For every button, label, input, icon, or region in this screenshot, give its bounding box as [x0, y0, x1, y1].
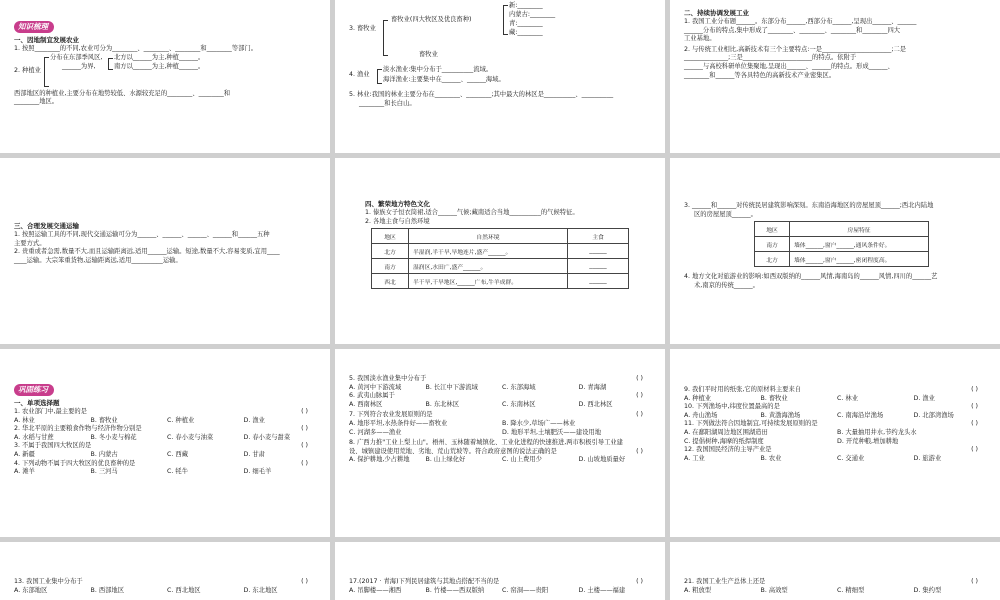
options-row [684, 429, 990, 438]
text-line: 1. 我国工业分布题______。东部分布______,西部分布______,呈现出______、______ [684, 18, 917, 25]
option[interactable]: D. 土楼——福建 [578, 586, 626, 594]
table-cell: 墙体______,窗户______,密闭程度高。 [790, 252, 929, 267]
table-cell: 半湿润,半干旱,旱地连片,盛产______。 [409, 244, 568, 259]
text-line: 淡水渔业:集中分布于__________流域。 [383, 66, 493, 73]
table-header: 自然环境 [409, 229, 568, 244]
question: 11. 下列做法符合因地制宜,可持续发展原则的是 ( ) [684, 420, 978, 428]
question: 17.(2017 · 青海)下列民居建筑与其地点搭配不当的是 ( ) [349, 578, 643, 585]
housing-table [754, 221, 929, 267]
answer-paren[interactable]: ( ) [301, 408, 308, 415]
slide-practice-1 [0, 349, 330, 537]
answer-paren[interactable]: ( ) [971, 420, 978, 428]
text-line: 4. 地方文化对旅游业的影响:如西双版纳的______风情,海南岛的______风情,四川的______艺 [684, 273, 938, 281]
option[interactable]: C. 东部海域 [502, 383, 536, 391]
option[interactable]: A. 地形平坦,水热条件好——畜牧业 [349, 419, 448, 427]
option[interactable]: A. 黄河中下游流域 [349, 383, 402, 391]
text-line: 2. 贵重或者急需,数量不大,而且运输距离远,适用______运输。短途,数量不大,容易变质,宜用____ [14, 248, 280, 256]
option[interactable]: B. 竹楼——西双版纳 [425, 586, 485, 594]
slide-practice-6 [670, 542, 1000, 600]
text-line: 工业基地。 [684, 35, 716, 43]
text-line: 4. 渔业 [349, 71, 370, 78]
option[interactable]: D. 山坡地质量好 [578, 456, 626, 464]
option[interactable]: B. 畜牧业 [760, 394, 788, 402]
text-line: 主要方式。 [14, 239, 46, 247]
question: 9. 我们平时用的纸张,它的原材料主要来自 ( ) [684, 386, 978, 393]
options-row [14, 587, 320, 596]
option[interactable]: B. 内蒙古 [90, 450, 118, 458]
table-cell: 北方 [755, 252, 790, 267]
text-line: 分布在东部季风区, [50, 53, 103, 61]
practice-badge: 巩固练习 [14, 384, 54, 396]
answer-paren[interactable]: ( ) [971, 446, 978, 454]
bracket [377, 69, 382, 84]
option[interactable]: B. 黄渤海渔场 [760, 411, 801, 419]
text-line: 2. 与传统工业相比,高新技术有三个主要特点:一是______________________;二是 [684, 45, 907, 53]
option[interactable]: C. 提倡树种,海摩的纸捍制度 [684, 437, 764, 445]
option[interactable]: C. 东南林区 [502, 400, 536, 408]
answer-paren[interactable]: ( ) [636, 392, 643, 400]
text-line: ________和长白山。 [359, 99, 416, 107]
table-cell: ______ [568, 244, 629, 259]
text-line: 1. 按照________的不同,农业可分为________、________、________和________等部门。 [14, 45, 257, 52]
answer-paren[interactable]: ( ) [301, 425, 308, 433]
text-line: 3. 畜牧业 [349, 25, 376, 32]
options-row [684, 587, 990, 596]
table-cell: 北方 [372, 244, 409, 259]
text-line: 区的房屋屋顶______。 [694, 210, 757, 218]
answer-paren[interactable]: ( ) [636, 375, 643, 382]
table-cell: 湿润区,水田广,盛产______。 [409, 259, 568, 274]
option[interactable]: B. 三河马 [90, 468, 118, 476]
options-row [349, 401, 655, 410]
option[interactable]: B. 东北林区 [425, 400, 460, 408]
section-heading: 三、合理发展交通运输 [14, 222, 79, 230]
slide-practice-3 [670, 349, 1000, 537]
options-row [349, 384, 655, 393]
option[interactable]: D. 开荒种粮,增加耕地 [837, 437, 899, 445]
slide-knowledge-4 [0, 158, 330, 344]
option[interactable]: B. 西部地区 [90, 586, 125, 594]
table-cell: ______ [568, 259, 629, 274]
question: 设、城镇建设使用荒地、劣地、荒山荒坡等。符合政府意图的说法正确的是 ( ) [349, 447, 643, 455]
knowledge-badge: 知识梳理 [14, 21, 54, 33]
option[interactable]: B. 大量抽用井水,节约龙头水 [837, 428, 917, 436]
section-heading: 一、因地制宜发展农业 [14, 36, 79, 44]
question: 6. 武夷山脉属于 ( ) [349, 392, 643, 400]
question: 2. 华北平原的主要粮食作物与经济作物分别是 ( ) [14, 425, 308, 433]
question: 5. 我国淡水渔业集中分布于 ( ) [349, 375, 643, 382]
table-header: 房屋特征 [790, 222, 929, 237]
table-cell: 西北 [372, 274, 409, 289]
text-line: 2. 种植业 [14, 66, 41, 74]
text-line: 1. 按照运输工具的不同,现代交通运输可分为______、______、______、______和______五种 [14, 231, 270, 238]
table-header: 地区 [372, 229, 409, 244]
slide-knowledge-2 [335, 0, 665, 153]
answer-paren[interactable]: ( ) [301, 578, 308, 585]
slide-knowledge-3 [670, 0, 1000, 153]
options-row [684, 438, 990, 447]
slide-knowledge-6 [670, 158, 1000, 344]
text-line: 畜牧业 [419, 51, 438, 58]
option[interactable]: C. 山上费用少 [502, 456, 542, 464]
option[interactable]: A. 种植业 [684, 394, 712, 402]
bracket [383, 20, 388, 56]
answer-paren[interactable]: ( ) [636, 411, 643, 419]
text-line: 西部地区的种植业,主要分布在地势较低、水源较充足的________、________和 [14, 89, 231, 97]
question: 1. 农业部门中,最主要的是 ( ) [14, 408, 308, 415]
answer-paren[interactable]: ( ) [971, 403, 978, 411]
option[interactable]: C. 牦牛 [167, 468, 188, 476]
option[interactable]: B. 高效型 [760, 586, 788, 594]
text-line: 海洋渔业:主要集中在______、______海域。 [383, 76, 505, 83]
text-line: 1. 傣族女子恒衣筒裙,适合______气候;藏南适合当地__________的气候特征。 [365, 209, 579, 216]
answer-paren[interactable]: ( ) [971, 578, 978, 585]
option[interactable]: D. 春小麦与甜菜 [243, 433, 291, 441]
option[interactable]: D. 渔业 [243, 416, 265, 424]
option[interactable]: A. 在鄱阳湖周边地区围湖造田 [684, 428, 768, 436]
option[interactable]: A. 保护耕地,少占耕地 [349, 456, 410, 464]
option[interactable]: A. 舟山渔场 [684, 411, 718, 419]
option[interactable]: D. 青海湖 [578, 383, 607, 391]
answer-paren[interactable]: ( ) [971, 386, 978, 393]
question: 7. 下列符合农业发展原则的是 ( ) [349, 411, 643, 419]
option[interactable]: D. 西北林区 [578, 400, 613, 408]
table-cell: 南方 [755, 237, 790, 252]
text-line: 3. ______和______对传统民居建筑影响深刻。东南沿海地区的房屋屋顶______;西北内陆地 [684, 202, 934, 209]
option[interactable]: C. 交通业 [837, 454, 865, 462]
answer-paren[interactable]: ( ) [301, 442, 308, 450]
text-line: ____运输。大宗笨重货物,运输距离远,适用__________运输。 [14, 256, 182, 264]
option[interactable]: A. 工业 [684, 454, 705, 462]
option[interactable]: A. 林业 [14, 416, 35, 424]
text-line: 新:________ [509, 2, 543, 9]
text-line: 北方以______为主,种植______。 [114, 53, 205, 61]
table-cell: ______ [568, 274, 629, 289]
slide-knowledge-1 [0, 0, 330, 153]
option[interactable]: C. 窑洞——贵阳 [502, 586, 549, 594]
bracket [108, 58, 113, 70]
section-heading: 四、繁荣地方特色文化 [365, 200, 430, 208]
option[interactable]: B. 冬小麦与棉花 [90, 433, 137, 441]
text-line: ________和______等各具特色的高新技术产业密集区。 [684, 71, 836, 79]
option[interactable]: A. 西南林区 [349, 400, 383, 408]
question: 13. 我国工业集中分布于 ( ) [14, 578, 308, 585]
answer-paren[interactable]: ( ) [636, 447, 643, 455]
option[interactable]: D. 甘肃 [243, 450, 265, 458]
table-header: 地区 [755, 222, 790, 237]
table-cell: 半干旱,干旱地区,______广布,牛羊成群。 [409, 274, 568, 289]
question: 10. 下列渔场中,纬度位置最高的是 ( ) [684, 403, 978, 411]
table-row [372, 259, 629, 274]
table-row [755, 252, 929, 267]
option[interactable]: D. 旅游业 [913, 454, 942, 462]
question: 4. 下列动物不属于四大牧区的优良畜种的是 ( ) [14, 459, 308, 467]
text-line: 5. 林业:我国的林业主要分布在________、________;其中最大的林区是__________、__________ [349, 91, 614, 98]
option[interactable]: D. 渔业 [913, 394, 935, 402]
option[interactable]: C. 河湖多——渔业 [349, 428, 402, 436]
option[interactable]: C. 南海沿岸渔场 [837, 411, 884, 419]
text-line: ______分布的特点,集中形成了________、________、________和________四大 [684, 26, 901, 34]
option[interactable]: C. 西藏 [167, 450, 188, 458]
question: 12. 我国国民经济的主导产业是 ( ) [684, 446, 978, 454]
option[interactable]: B. 降水少,草场广——林业 [502, 419, 576, 427]
option[interactable]: C. 西北地区 [167, 586, 201, 594]
option[interactable]: A. 吊脚楼——湘西 [349, 586, 402, 594]
text-line: 术,南京的传统______。 [694, 281, 759, 289]
text-line: 南方以______为主,种植______。 [114, 62, 205, 70]
option[interactable]: A. 东部地区 [14, 586, 48, 594]
staple-food-table [371, 228, 629, 289]
options-row [349, 420, 655, 429]
table-row [372, 244, 629, 259]
slide-practice-5 [335, 542, 665, 600]
text-line: 2. 各地主食与自然环境 [365, 217, 430, 225]
answer-paren[interactable]: ( ) [636, 578, 643, 585]
answer-paren[interactable]: ( ) [301, 459, 308, 467]
option[interactable]: D. 集约型 [913, 586, 942, 594]
option[interactable]: B. 畜牧业 [90, 416, 118, 424]
option[interactable]: D. 东北地区 [243, 586, 278, 594]
table-header: 主食 [568, 229, 629, 244]
text-line: ______________;三是______________________的特点。依附于 [684, 54, 857, 62]
option[interactable]: D. 北部湾渔场 [913, 411, 954, 419]
text-line: ________地区。 [14, 98, 59, 106]
options-row [349, 429, 655, 438]
option[interactable]: B. 农业 [760, 454, 782, 462]
bracket [503, 5, 508, 35]
slide-practice-4 [0, 542, 330, 600]
text-line: 藏:________ [509, 29, 543, 36]
option[interactable]: A. 滩羊 [14, 468, 35, 476]
options-row [14, 451, 320, 460]
text-line: 畜牧业(四大牧区及优良畜种) [391, 16, 472, 23]
table-cell: 墙体______,窗户______,通风条件好。 [790, 237, 929, 252]
section-heading: 二、持续协调发展工业 [684, 9, 749, 17]
option[interactable]: A. 粗放型 [684, 586, 712, 594]
options-row [14, 468, 320, 477]
options-row [14, 417, 320, 426]
table-cell: 南方 [372, 259, 409, 274]
table-row [372, 274, 629, 289]
option[interactable]: C. 林业 [837, 394, 858, 402]
slide-practice-2 [335, 349, 665, 537]
options-row [684, 395, 990, 404]
text-line: 内蒙古:________ [509, 11, 556, 18]
option[interactable]: D. 地形平坦,土壤肥沃——建设用地 [502, 428, 602, 436]
option[interactable]: C. 种植业 [167, 416, 195, 424]
section-heading: 一、单项选择题 [14, 399, 60, 407]
options-row [349, 587, 655, 596]
option[interactable]: C. 春小麦与油菜 [167, 433, 214, 441]
question-text: 8. 广西力推"工业上梨上山"。梧州、玉林随着城镇化、工业化进程的快速推进,两市积极引导工业建 [349, 439, 623, 447]
bracket [44, 57, 49, 87]
slide-knowledge-5 [335, 158, 665, 344]
question: 21. 我国工业生产总体上还是 ( ) [684, 578, 978, 585]
text-line: ______与高校科研单位集聚地,呈现出______、______的特点。形成______、 [684, 62, 894, 70]
option[interactable]: A. 水稻与甘蔗 [14, 433, 54, 441]
question: 3. 不属于我国四大牧区的是 ( ) [14, 442, 308, 450]
option[interactable]: A. 新疆 [14, 450, 35, 458]
text-line: 青:________ [509, 20, 543, 27]
option[interactable]: B. 长江中下游流域 [425, 383, 478, 391]
option[interactable]: C. 精细型 [837, 586, 865, 594]
options-row [349, 456, 655, 465]
option[interactable]: D. 细毛羊 [243, 468, 272, 476]
text-line: ______为界, [62, 62, 96, 70]
table-row [755, 237, 929, 252]
options-row [684, 455, 990, 464]
option[interactable]: B. 山上绿化好 [425, 456, 466, 464]
